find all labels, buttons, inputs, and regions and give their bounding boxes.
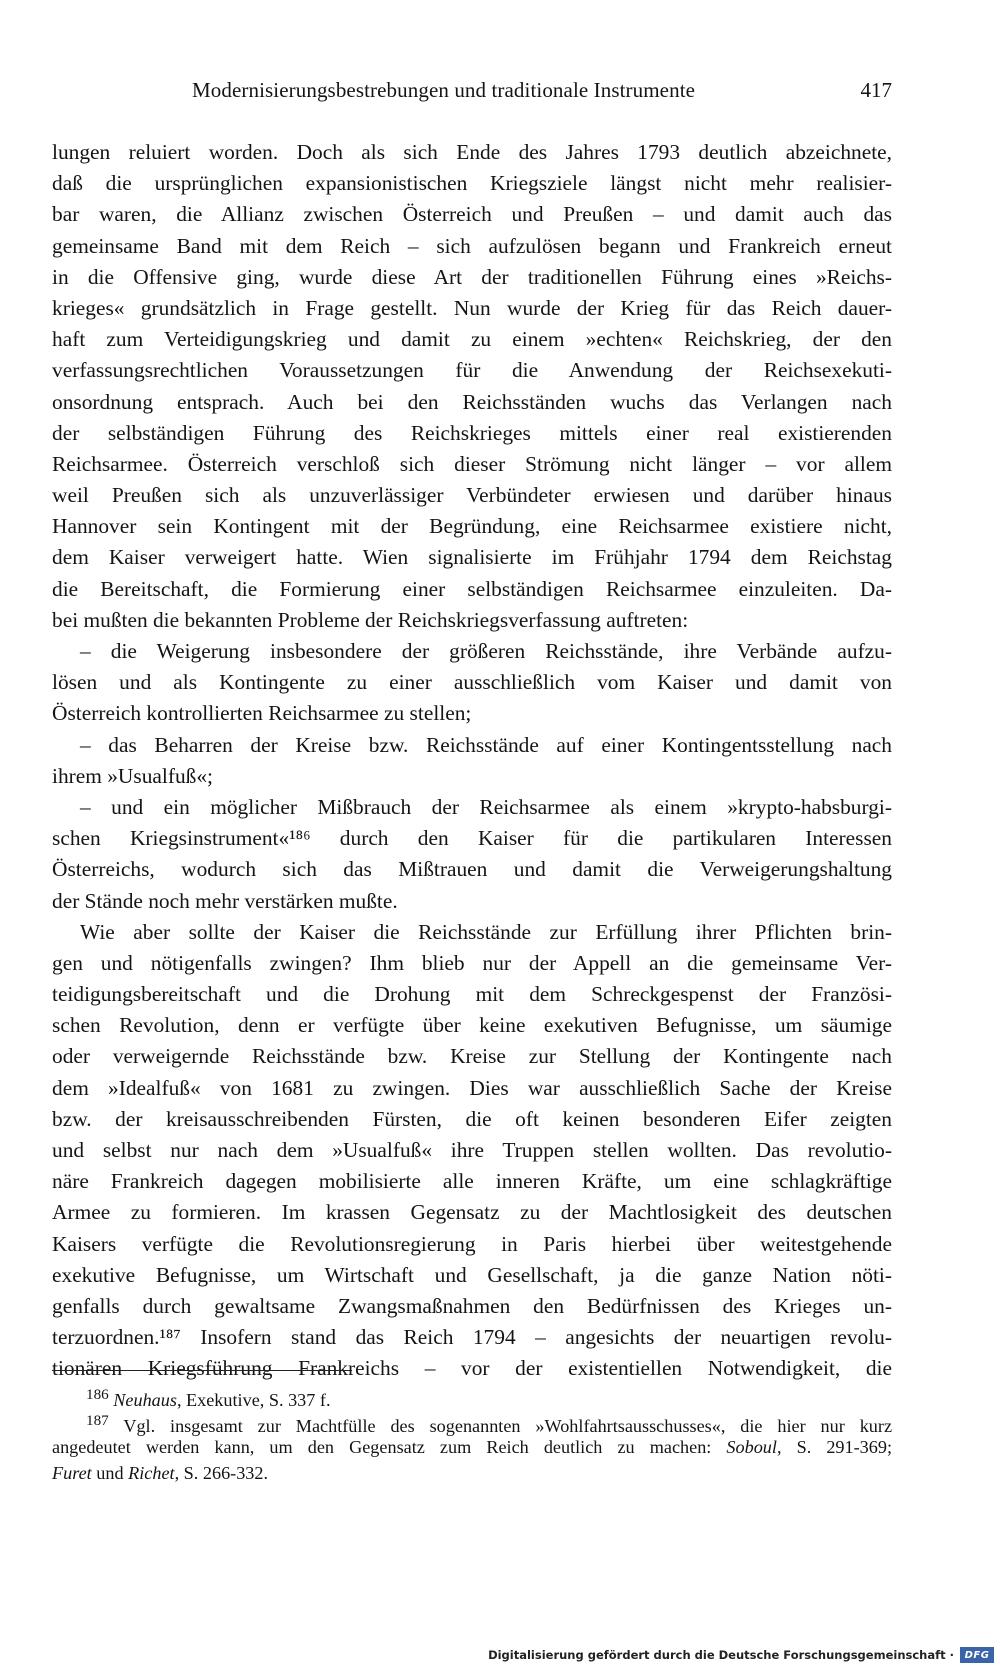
text-line: dem »Idealfuß« von 1681 zu zwingen. Dies war ausschließlich Sache der Kreise [52, 1075, 892, 1100]
text-line: schen Revolution, denn er verfügte über keine exekutiven Befugnisse, um säumige [52, 1013, 892, 1038]
text-line: und selbst nur nach dem »Usualfuß« ihre Truppen stellen wollten. Das revolutio- [52, 1138, 892, 1162]
credit-text: Digitalisierung gefördert durch die Deutsche Forschungsgemeinschaft · [488, 1648, 954, 1662]
list-item-line: – und ein möglicher Mißbrauch der Reichsarmee als einem »krypto-habsburgi- [80, 794, 892, 819]
footnote-text: , S. 291-369; [776, 1437, 892, 1457]
list-item-line: – das Beharren der Kreise bzw. Reichsstände auf einer Kontingentsstellung nach [80, 732, 892, 757]
digitization-credit [488, 1645, 1000, 1665]
text-line: gemeinsame Band mit dem Reich – sich aufzulösen begann und Frankreich erneut [52, 233, 892, 258]
footnote-187-line [52, 1434, 892, 1460]
text-line: der Stände noch mehr verstärken mußte. [52, 888, 398, 913]
text-line: daß die ursprünglichen expansionistischen Kriegsziele längst nicht mehr realisier- [52, 171, 892, 196]
footnote-text: angedeutet werden kann, um den Gegensatz zum Reich deutlich zu machen: [52, 1437, 727, 1457]
footnote-186 [52, 1382, 892, 1411]
text-line: haft zum Verteidigungskrieg und damit zu einem »echten« Reichskrieg, der den [52, 327, 892, 352]
page-number: 417 [860, 78, 892, 102]
text-line: teidigungsbereitschaft und die Drohung mit dem Schreckgespenst der Französi- [52, 982, 892, 1007]
text-line: Armee zu formieren. Im krassen Gegensatz zu der Machtlosigkeit des deutschen [52, 1200, 892, 1225]
text-line: oder verweigernde Reichsstände bzw. Kreise zur Stellung der Kontingente nach [52, 1044, 892, 1069]
footnote-text: und [91, 1463, 129, 1483]
text-line: krieges« grundsätzlich in Frage gestellt. Nun wurde der Krieg für das Reich dauer- [52, 295, 892, 320]
text-line: exekutive Befugnisse, um Wirtschaft und Gesellschaft, ja die ganze Nation nöti- [52, 1262, 892, 1287]
footnotes [52, 1382, 892, 1486]
text-line: schen Kriegsinstrument«¹⁸⁶ durch den Kaiser für die partikularen Interessen [52, 826, 892, 851]
text-line: weil Preußen sich als unzuverlässiger Verbündeter erwiesen und darüber hinaus [52, 483, 892, 508]
text-line: bei mußten die bekannten Probleme der Reichskriegsverfassung auftreten: [52, 607, 689, 632]
text-line: Kaisers verfügte die Revolutionsregierung in Paris hierbei über weitestgehende [52, 1231, 892, 1256]
text-line: bzw. der kreisausschreibenden Fürsten, die oft keinen besonderen Eifer zeigten [52, 1106, 892, 1131]
text-line: Hannover sein Kontingent mit der Begründung, eine Reichsarmee existiere nicht, [52, 514, 892, 539]
paragraph-first-line: Wie aber sollte der Kaiser die Reichsstände zur Erfüllung ihrer Pflichten brin- [80, 919, 892, 944]
footnote-text: Vgl. insgesamt zur Machtfülle des sogenannten »Wohlfahrtsausschusses«, die hier nur kurz [123, 1416, 893, 1437]
text-line: tionären Kriegsführung Frankreichs – vor der existentiellen Notwendigkeit, die [52, 1356, 892, 1381]
text-line: verfassungsrechtlichen Voraussetzungen für die Anwendung der Reichsexekuti- [52, 358, 892, 383]
text-line: Reichsarmee. Österreich verschloß sich dieser Strömung nicht länger – vor allem [52, 451, 892, 476]
footnote-text: , Exekutive, S. 337 f. [176, 1390, 331, 1411]
footnote-author: Furet [52, 1463, 92, 1483]
page-header [52, 78, 892, 108]
footnote-number: 186 [86, 1386, 109, 1403]
footnote-divider [52, 1370, 352, 1371]
text-line: der selbständigen Führung des Reichskrieges mittels einer real existierenden [52, 420, 892, 445]
text-line: Österreich kontrollierten Reichsarmee zu stellen; [52, 701, 472, 726]
text-line: terzuordnen.¹⁸⁷ Insofern stand das Reich 1794 – angesichts der neuartigen revolu- [52, 1325, 892, 1350]
text-line: Österreichs, wodurch sich das Mißtrauen und damit die Verweigerungshaltung [52, 857, 892, 882]
text-line: näre Frankreich dagegen mobilisierte alle inneren Kräfte, um eine schlagkräftige [52, 1169, 892, 1194]
text-line: dem Kaiser verweigert hatte. Wien signalisierte im Frühjahr 1794 dem Reichstag [52, 545, 892, 570]
text-line: gen und nötigenfalls zwingen? Ihm blieb nur der Appell an die gemeinsame Ver- [52, 950, 892, 975]
text-line: in die Offensive ging, wurde diese Art der traditionellen Führung eines »Reichs- [52, 264, 892, 289]
text-line: onsordnung entsprach. Auch bei den Reichsständen wuchs das Verlangen nach [52, 389, 892, 414]
footnote-author: Neuhaus [113, 1390, 177, 1411]
running-title: Modernisierungsbestrebungen und traditionale Instrumente [192, 78, 696, 102]
footnote-author: Richet [128, 1463, 175, 1483]
list-item-line: – die Weigerung insbesondere der größeren Reichsstände, ihre Verbände aufzu- [80, 639, 892, 663]
footnote-author: Soboul [726, 1437, 777, 1457]
text-line: lösen und als Kontingente zu einer ausschließlich vom Kaiser und damit von [52, 670, 892, 695]
footnote-187-line [52, 1460, 892, 1486]
text-line: ihrem »Usualfuß«; [52, 763, 213, 788]
text-line: die Bereitschaft, die Formierung einer selbständigen Reichsarmee einzuleiten. Da- [52, 576, 892, 601]
footnote-187 [52, 1408, 893, 1437]
body-text [52, 137, 892, 1385]
footnote-text: , S. 266-332. [174, 1463, 269, 1483]
footnote-number: 187 [86, 1412, 109, 1429]
dfg-logo-icon: DFG [960, 1647, 994, 1663]
text-line: lungen reluiert worden. Doch als sich Ende des Jahres 1793 deutlich abzeichnete, [52, 140, 892, 164]
text-line: bar waren, die Allianz zwischen Österreich und Preußen – und damit auch das [52, 202, 892, 227]
text-line: genfalls durch gewaltsame Zwangsmaßnahmen den Bedürfnissen des Krieges un- [52, 1293, 892, 1318]
